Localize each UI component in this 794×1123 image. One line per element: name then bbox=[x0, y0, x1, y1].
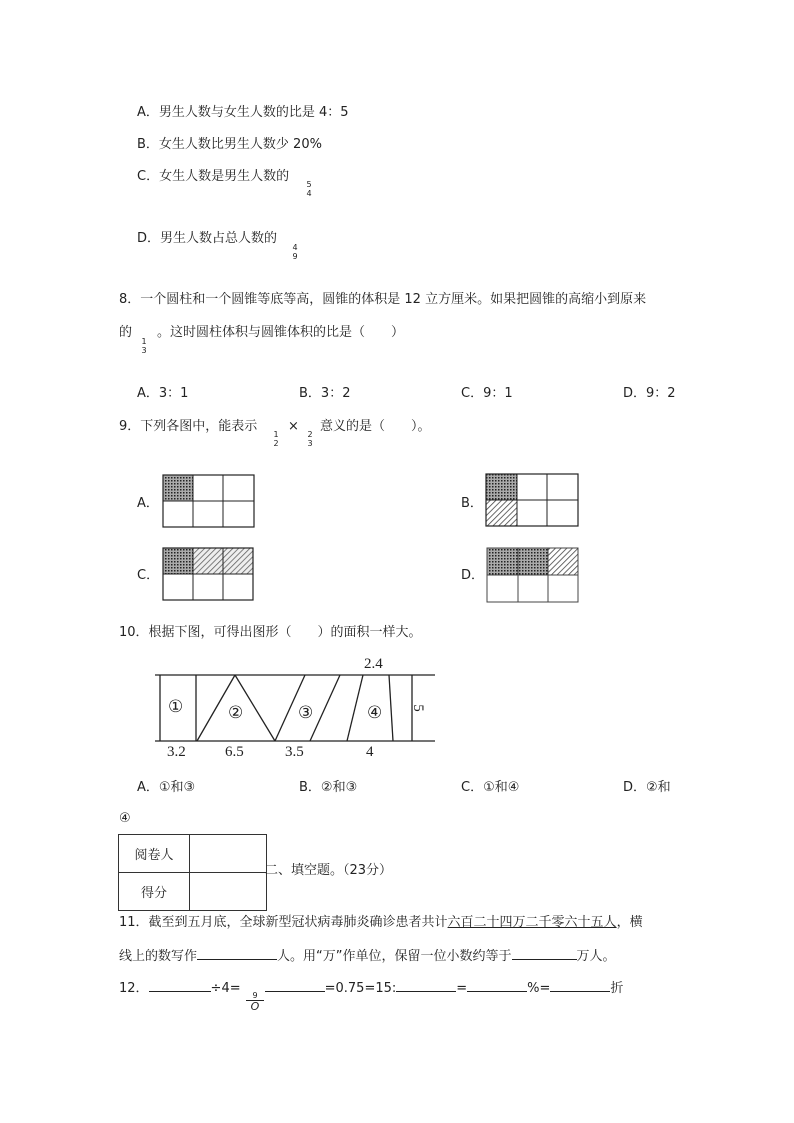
q11-line2 bbox=[119, 947, 616, 965]
reviewer-score-table bbox=[118, 834, 267, 911]
grid-option-d bbox=[487, 548, 578, 602]
q12-blank-1[interactable] bbox=[149, 979, 211, 992]
fraction-numerator: 4 bbox=[292, 243, 298, 252]
fraction-numerator: 1 bbox=[273, 430, 279, 439]
q8-line2-pre: 的 bbox=[119, 325, 133, 340]
q7-option-c: C．女生人数是男生人数的 bbox=[137, 169, 290, 184]
q11-blank-1[interactable] bbox=[197, 947, 277, 960]
q8-option-d: D．9：2 bbox=[623, 386, 676, 401]
fraction-numerator: 5 bbox=[306, 180, 312, 189]
fraction-denominator: O bbox=[250, 1000, 260, 1013]
q12-blank-2[interactable] bbox=[265, 979, 325, 992]
q12-label: 12． bbox=[119, 981, 149, 996]
q12-line bbox=[119, 979, 623, 997]
q10-stem: 10．根据下图，可得出图形（ ）的面积一样大。 bbox=[119, 625, 422, 640]
q7-option-b: B．女生人数比男生人数少 20% bbox=[137, 137, 322, 152]
q11-underlined-number: 六百二十四万二千零六十五人 bbox=[447, 915, 617, 930]
q10-bottom-label-1: 3.2 bbox=[167, 744, 186, 760]
reviewer-label: 阅卷人 bbox=[119, 835, 190, 873]
q12-blank-3[interactable] bbox=[396, 979, 456, 992]
fraction-denominator: 4 bbox=[306, 189, 312, 198]
q9-label-a: A． bbox=[137, 496, 159, 511]
q10-side-label: 5 bbox=[409, 704, 426, 712]
q12-blank-4[interactable] bbox=[467, 979, 527, 992]
fraction-numerator: 9 bbox=[246, 991, 264, 1001]
q11-line2-a: 线上的数写作 bbox=[119, 949, 198, 964]
grid-option-a bbox=[163, 475, 254, 527]
q12-pct: %= bbox=[527, 981, 551, 996]
q12-fraction bbox=[246, 991, 264, 1013]
q10-shape-1-label: ① bbox=[168, 697, 184, 717]
q10-shape-2-label: ② bbox=[228, 703, 244, 723]
q11-line1-post: ，横 bbox=[616, 915, 643, 930]
grid-option-b bbox=[486, 474, 578, 526]
reviewer-cell[interactable] bbox=[190, 835, 267, 873]
q10-option-d: D．②和 bbox=[623, 780, 671, 795]
q8-option-c: C．9：1 bbox=[461, 386, 513, 401]
q12-eq1: =0.75=15: bbox=[324, 981, 397, 996]
q8-line1: 8．一个圆柱和一个圆锥等底等高，圆锥的体积是 12 立方厘米。如果把圆锥的高缩小到原来 bbox=[119, 292, 647, 307]
q10-top-label: 2.4 bbox=[364, 656, 383, 672]
fraction-numerator: 1 bbox=[141, 337, 147, 346]
q9-label-d: D． bbox=[461, 568, 485, 583]
q10-bottom-label-4: 4 bbox=[366, 744, 374, 760]
q11-line2-b: 人。用“万”作单位，保留一位小数约等于 bbox=[277, 949, 512, 964]
fraction-denominator: 3 bbox=[307, 439, 313, 448]
q10-bottom-label-3: 3.5 bbox=[285, 744, 304, 760]
q12-div4: ÷4= bbox=[210, 981, 241, 996]
score-label: 得分 bbox=[119, 873, 190, 911]
q9-times-sign: × bbox=[288, 419, 299, 434]
q11-blank-2[interactable] bbox=[512, 947, 577, 960]
q9-label-c: C． bbox=[137, 568, 160, 583]
q10-option-a: A．①和③ bbox=[137, 780, 196, 795]
q8-option-b: B．3：2 bbox=[299, 386, 351, 401]
q10-option-d-wrap: ④ bbox=[119, 811, 131, 826]
q10-option-c: C．①和④ bbox=[461, 780, 520, 795]
q11-line1-pre: 11．截至到五月底，全球新型冠状病毒肺炎确诊患者共计 bbox=[119, 915, 448, 930]
fraction-denominator: 2 bbox=[273, 439, 279, 448]
q11-line2-c: 万人。 bbox=[576, 949, 616, 964]
q10-option-b: B．②和③ bbox=[299, 780, 358, 795]
q12-eq2: = bbox=[456, 981, 468, 996]
q10-shape-4-label: ④ bbox=[367, 703, 383, 723]
score-cell[interactable] bbox=[190, 873, 267, 911]
q9-stem-pre: 9．下列各图中，能表示 bbox=[119, 419, 258, 434]
q10-bottom-label-2: 6.5 bbox=[225, 744, 244, 760]
q8-line2-post: 。这时圆柱体积与圆锥体积的比是（ ） bbox=[157, 325, 405, 340]
q10-shape-3-label: ③ bbox=[298, 703, 314, 723]
fraction-numerator: 2 bbox=[307, 430, 313, 439]
q9-stem-post: 意义的是（ ）。 bbox=[320, 419, 431, 434]
q9-label-b: B． bbox=[461, 496, 483, 511]
q8-option-a: A．3：1 bbox=[137, 386, 189, 401]
q10-figure bbox=[155, 675, 435, 741]
q12-zhe: 折 bbox=[610, 981, 624, 996]
section2-title: 二、填空题。（23分） bbox=[265, 863, 393, 878]
q7-option-a: A．男生人数与女生人数的比是 4：5 bbox=[137, 105, 349, 120]
q12-blank-5[interactable] bbox=[550, 979, 610, 992]
q7-option-d: D．男生人数占总人数的 bbox=[137, 231, 278, 246]
fraction-denominator: 9 bbox=[292, 252, 298, 261]
q11-line1 bbox=[119, 915, 643, 931]
grid-option-c bbox=[163, 548, 253, 600]
fraction-denominator: 3 bbox=[141, 346, 147, 355]
